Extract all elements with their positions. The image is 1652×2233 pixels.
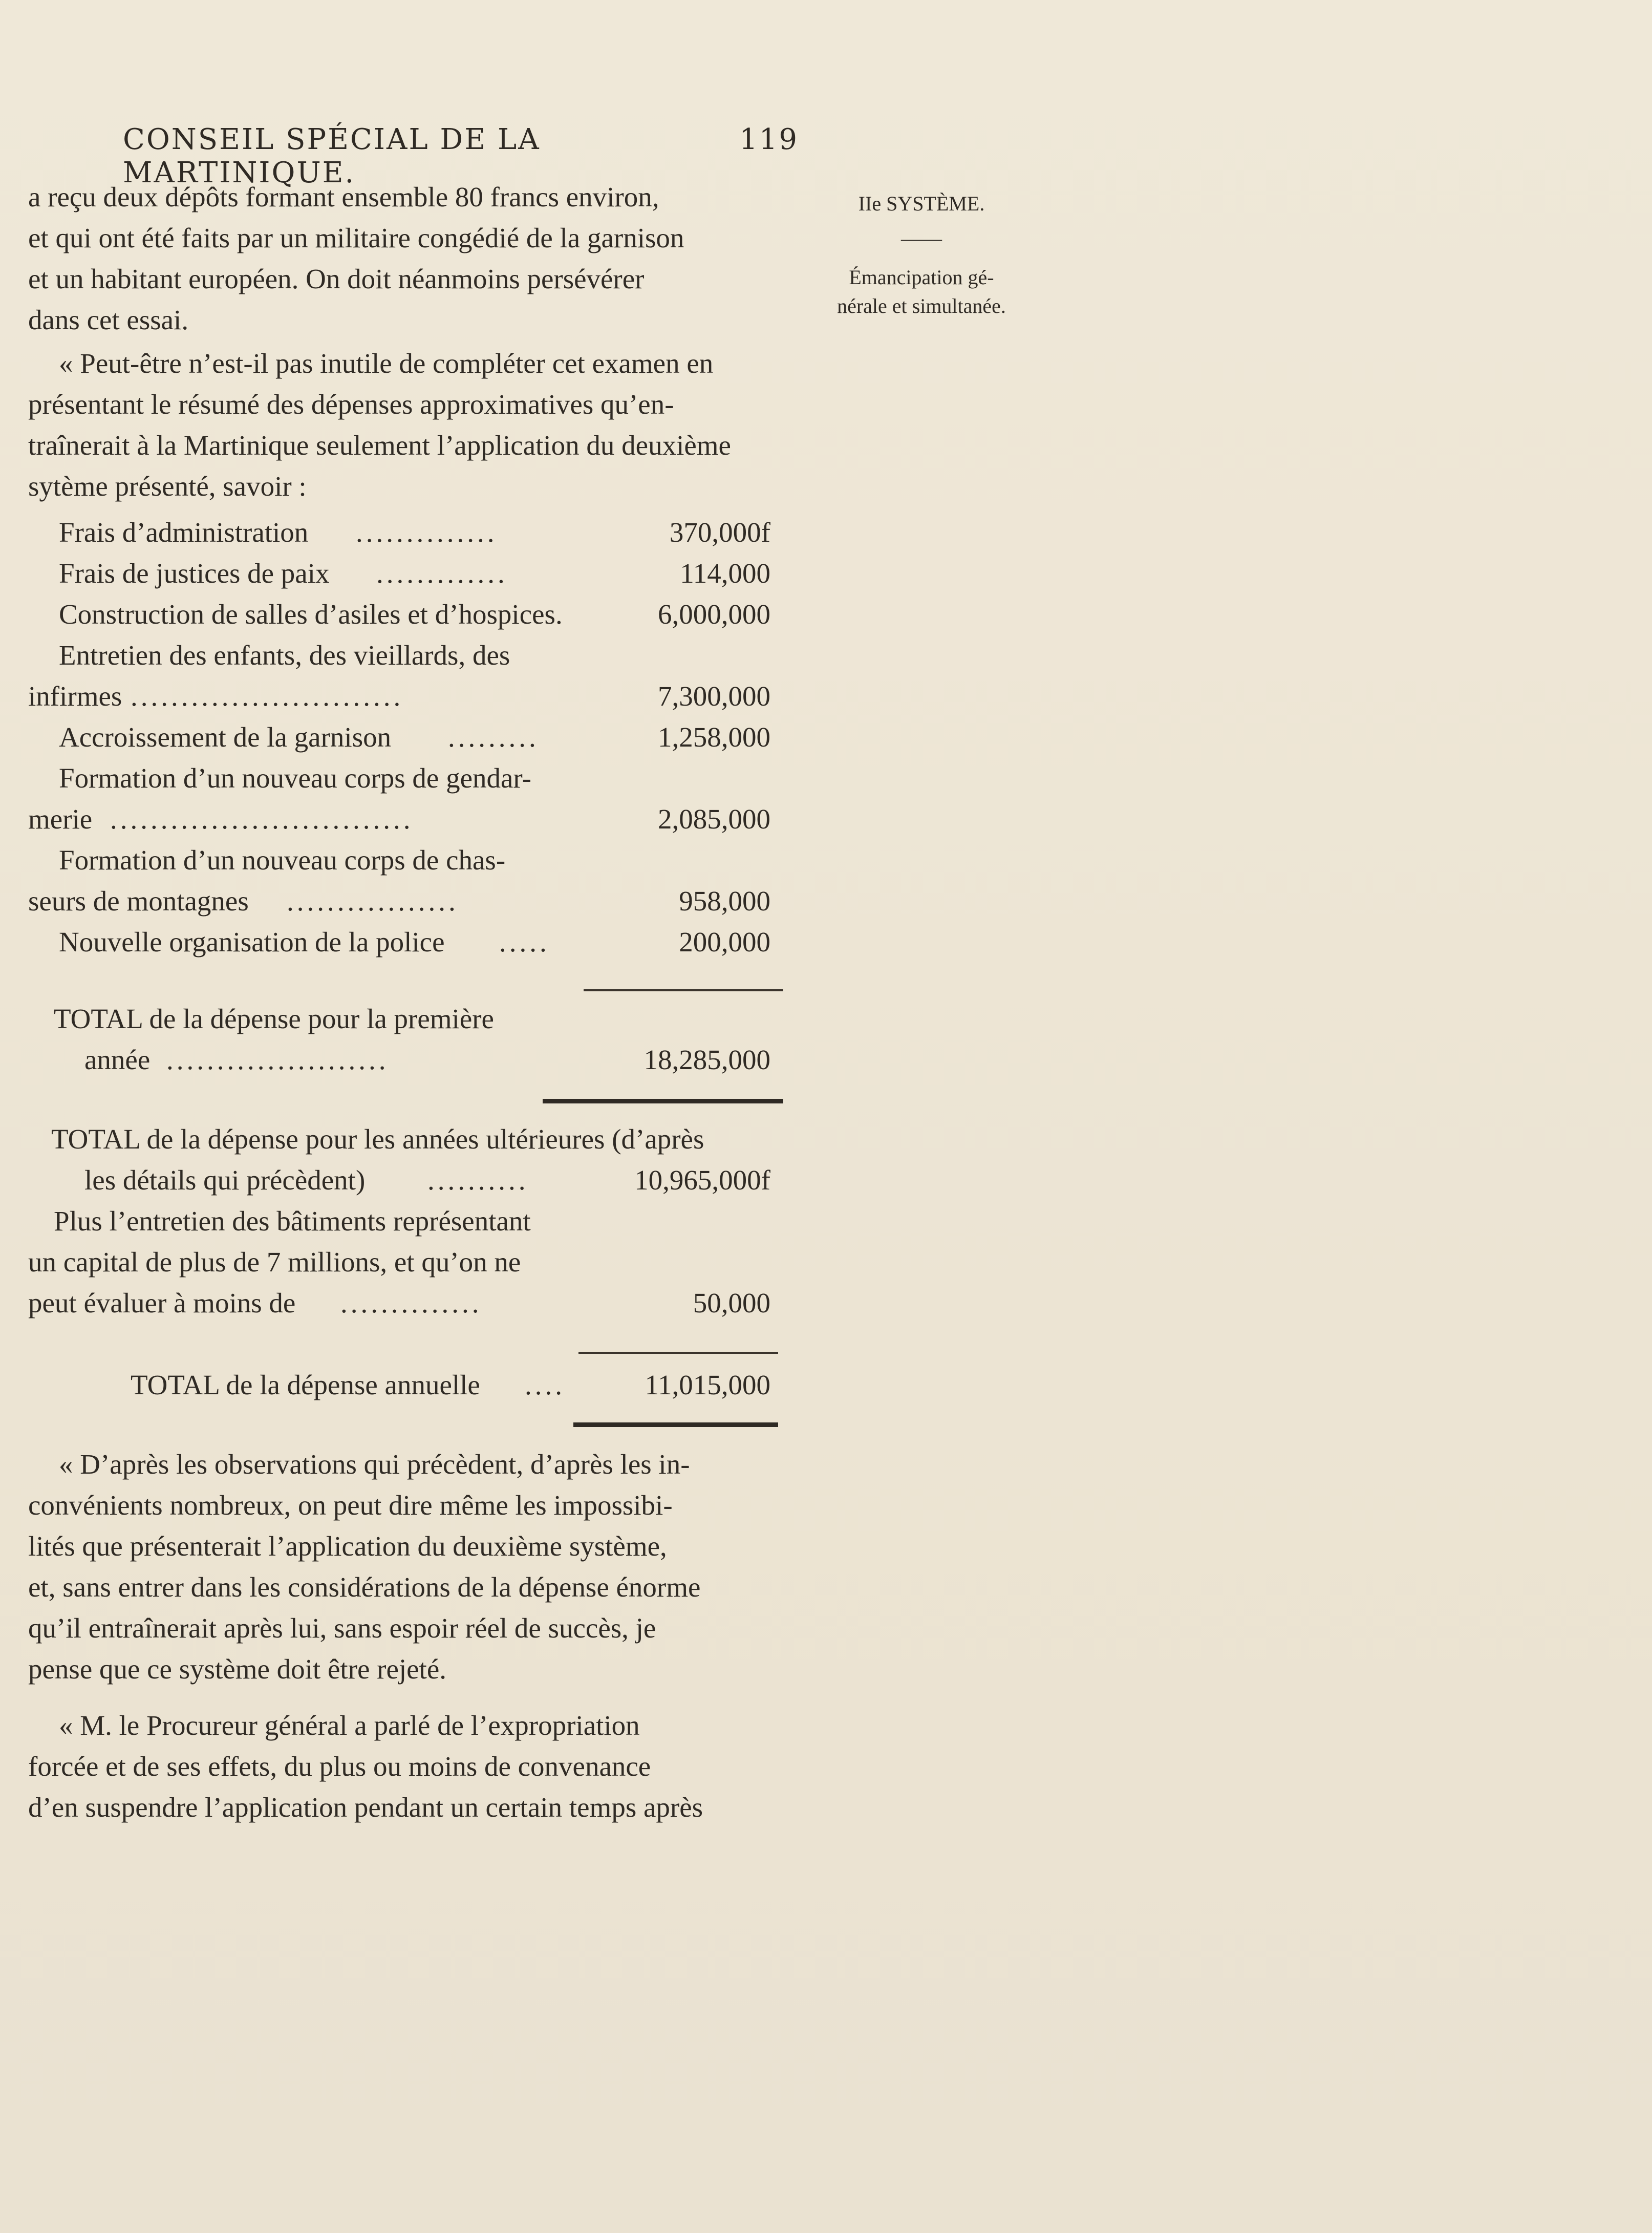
buildings-value: 50,000 [693, 1287, 770, 1318]
expense-value: 7,300,000 [658, 680, 770, 712]
conclusion-paragraph [28, 1444, 791, 1690]
text-line: pense que ce système doit être rejeté. [28, 1653, 446, 1685]
buildings-label-2: un capital de plus de 7 millions, et qu’on ne [28, 1246, 521, 1278]
leader-dots: ........................... [131, 680, 404, 712]
expense-label: Formation d’un nouveau corps de chas- [59, 844, 506, 876]
running-header [123, 123, 799, 189]
leader-dots: .............. [356, 517, 498, 548]
expense-value: 2,085,000 [658, 803, 770, 835]
total-first-value: 18,285,000 [643, 1044, 770, 1075]
expense-row [28, 799, 796, 840]
expense-label: merie [28, 803, 93, 835]
total-annual-label: TOTAL de la dépense annuelle [131, 1369, 480, 1400]
text-line: dans cet essai. [28, 304, 189, 335]
text-line: a reçu deux dépôts formant ensemble 80 francs environ, [28, 181, 659, 212]
buildings-line-2 [28, 1242, 796, 1283]
running-title: CONSEIL SPÉCIAL DE LA MARTINIQUE. [123, 123, 541, 189]
expense-label: Frais de justices de paix [59, 558, 330, 589]
leader-dots: ......... [448, 721, 539, 753]
total-later-years-row [28, 1160, 796, 1201]
procureur-paragraph [28, 1705, 791, 1828]
expense-row [28, 512, 796, 553]
leader-dots: .............................. [110, 803, 414, 835]
total-later-label-2: les détails qui précèdent) [84, 1164, 366, 1196]
expense-label: Frais d’administration [59, 517, 309, 548]
total-first-year-line-1 [28, 998, 796, 1039]
text-line: d’en suspendre l’application pendant un certain temps après [28, 1792, 703, 1823]
total-first-label: TOTAL de la dépense pour la première [54, 1003, 494, 1034]
total-later-value: 10,965,000f [634, 1164, 770, 1196]
expense-row [28, 553, 796, 594]
margin-note-line-2: nérale et simultanée. [837, 294, 1006, 317]
leader-dots: .............. [340, 1287, 482, 1318]
text-line: « Peut-être n’est-il pas inutile de compléter cet examen en [59, 348, 714, 379]
expense-row [28, 676, 796, 717]
text-line: qu’il entraînerait après lui, sans espoir réel de succès, je [28, 1612, 656, 1644]
intro-paragraph [28, 177, 791, 341]
expense-row [28, 594, 796, 635]
leader-dots: ...................... [166, 1044, 389, 1075]
lead-paragraph [28, 343, 791, 507]
expense-value: 114,000 [680, 558, 770, 589]
text-line: et qui ont été faits par un militaire congédié de la garnison [28, 222, 684, 253]
leader-dots: ................. [287, 885, 459, 917]
subtotal-rule [584, 989, 783, 991]
expense-row [28, 840, 796, 881]
leader-dots: ............. [376, 558, 508, 589]
buildings-label: Plus l’entretien des bâtiments représentant [54, 1205, 531, 1237]
leader-dots: .......... [427, 1164, 529, 1196]
total-rule [573, 1422, 778, 1427]
expense-row [28, 922, 796, 963]
expense-label: Entretien des enfants, des vieillards, des [59, 640, 510, 671]
text-line: « M. le Procureur général a parlé de l’expropriation [59, 1710, 640, 1741]
text-line: traînerait à la Martinique seulement l’application du deuxième [28, 430, 731, 461]
page-number: 119 [739, 123, 799, 156]
expense-value: 6,000,000 [658, 599, 770, 630]
expense-row [28, 717, 796, 758]
expense-value: 200,000 [679, 926, 770, 958]
total-later-years-line-1 [28, 1119, 796, 1160]
text-line: présentant le résumé des dépenses approximatives qu’en- [28, 389, 674, 420]
leader-dots: .... [525, 1369, 565, 1400]
expense-value: 958,000 [679, 885, 770, 917]
expense-label: Accroissement de la garnison [59, 721, 392, 753]
expense-label: seurs de montagnes [28, 885, 249, 917]
text-line: lités que présenterait l’application du deuxième système, [28, 1530, 667, 1562]
margin-note-dash: —— [901, 227, 942, 250]
expense-value: 370,000f [669, 517, 770, 548]
margin-note-system: IIe SYSTÈME. [858, 192, 985, 215]
buildings-label-3: peut évaluer à moins de [28, 1287, 296, 1318]
text-line: et un habitant européen. On doit néanmoins persévérer [28, 263, 645, 294]
total-later-label: TOTAL de la dépense pour les années ultérieures (d’après [51, 1123, 704, 1155]
expense-label: Nouvelle organisation de la police [59, 926, 445, 958]
text-line: forcée et de ses effets, du plus ou moins de convenance [28, 1751, 651, 1782]
expense-row [28, 881, 796, 922]
total-annual-value: 11,015,000 [645, 1369, 770, 1400]
text-line: convénients nombreux, on peut dire même les impossibi- [28, 1490, 673, 1521]
expense-label: Construction de salles d’asiles et d’hospices. [59, 599, 563, 630]
buildings-row [28, 1283, 796, 1324]
margin-note-line-1: Émancipation gé- [849, 266, 994, 289]
total-first-label-2: année [84, 1044, 151, 1075]
expense-row [28, 635, 796, 676]
expense-row [28, 758, 796, 799]
buildings-line-1 [28, 1201, 796, 1242]
total-first-year-row [28, 1039, 796, 1080]
expense-value: 1,258,000 [658, 721, 770, 753]
total-annual-row [28, 1365, 796, 1406]
text-line: sytème présenté, savoir : [28, 471, 307, 502]
subtotal-rule [578, 1352, 778, 1354]
leader-dots: ..... [499, 926, 550, 958]
total-rule [543, 1099, 783, 1103]
expense-label: infirmes [28, 680, 122, 712]
expense-label: Formation d’un nouveau corps de gendar- [59, 762, 531, 794]
text-line: « D’après les observations qui précèdent, d’après les in- [59, 1449, 690, 1480]
text-line: et, sans entrer dans les considérations de la dépense énorme [28, 1571, 701, 1603]
